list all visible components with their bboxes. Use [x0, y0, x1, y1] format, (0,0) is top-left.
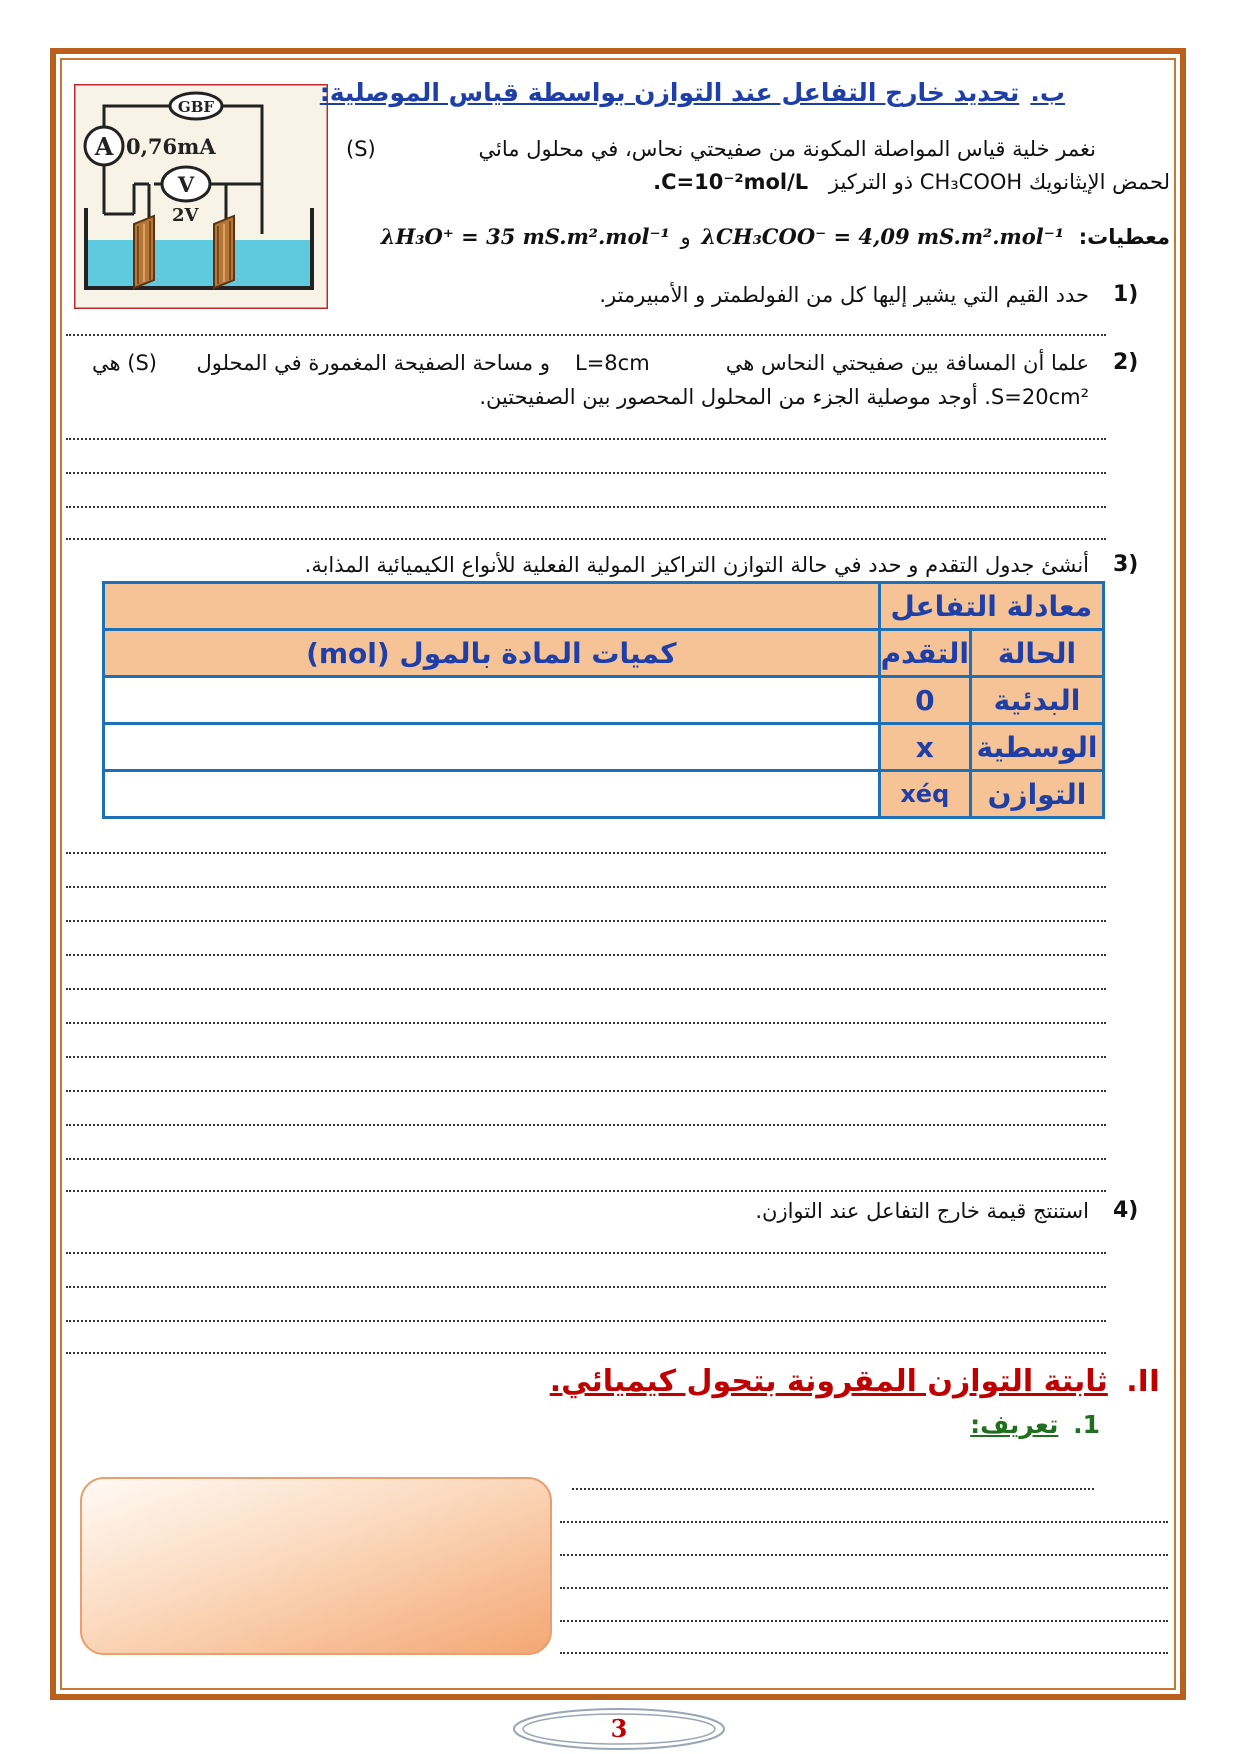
quantities-initial[interactable]	[104, 677, 880, 724]
advance-header: التقدم	[879, 630, 970, 677]
page-number-badge	[508, 1704, 730, 1754]
answer-line	[66, 1090, 1106, 1092]
q2-number: 2)	[1113, 350, 1139, 375]
state-intermediate: الوسطية	[971, 724, 1104, 771]
q2-distance: L=8cm	[575, 351, 650, 375]
and-word: و	[680, 225, 691, 249]
q3-text: أنشئ جدول التقدم و حدد في حالة التوازن التراكيز المولية الفعلية للأنواع الكيميائية المذابة.	[304, 553, 1089, 577]
answer-line	[66, 538, 1106, 540]
answer-line	[560, 1521, 1168, 1523]
conductivity-cell-figure	[74, 84, 328, 309]
solution	[86, 240, 312, 288]
answer-line	[66, 1124, 1106, 1126]
answer-line	[66, 1252, 1106, 1254]
lambda-h3o: λH₃O⁺ = 35 mS.m².mol⁻¹	[380, 224, 670, 249]
definition-box[interactable]	[80, 1477, 552, 1655]
definition-label: تعريف:	[970, 1410, 1059, 1439]
copper-plate-left	[134, 216, 154, 288]
quantities-header: كميات المادة بالمول (mol)	[104, 630, 880, 677]
section-b-letter: ب.	[1030, 78, 1065, 107]
svg-text:GBF: GBF	[177, 98, 215, 116]
section-II-numeral: II.	[1126, 1364, 1160, 1399]
equation-label: معادلة التفاعل	[879, 583, 1103, 630]
state-initial: البدئية	[971, 677, 1104, 724]
state-header: الحالة	[971, 630, 1104, 677]
answer-line	[572, 1488, 1094, 1490]
advance-initial: 0	[879, 677, 970, 724]
svg-text:2V: 2V	[172, 205, 199, 226]
answer-line	[66, 506, 1106, 508]
intro-solution-label: (S)	[346, 137, 376, 161]
quantities-intermediate[interactable]	[104, 724, 880, 771]
lambda-ch3coo: λCH₃COO⁻ = 4,09 mS.m².mol⁻¹	[701, 224, 1065, 249]
advance-equilibrium: xéq	[879, 771, 970, 818]
definition-heading	[970, 1410, 1100, 1439]
answer-line	[66, 886, 1106, 888]
answer-line	[66, 1320, 1106, 1322]
answer-line	[66, 1022, 1106, 1024]
quantities-equilibrium[interactable]	[104, 771, 880, 818]
q2-solution: (S) هي	[92, 351, 157, 375]
q4-text: استنتج قيمة خارج التفاعل عند التوازن.	[755, 1199, 1089, 1223]
page-number: 3	[610, 1714, 628, 1743]
answer-line	[560, 1652, 1168, 1654]
q1-number: 1)	[1113, 282, 1139, 307]
section-II-heading	[550, 1364, 1160, 1399]
answer-line	[66, 1190, 1106, 1192]
q1-text: حدد القيم التي يشير إليها كل من الفولطمتر و الأمبيرمتر.	[599, 283, 1089, 307]
answer-line	[66, 472, 1106, 474]
answer-line	[66, 920, 1106, 922]
concentration: C=10⁻²mol/L.	[653, 170, 809, 194]
answer-line	[66, 438, 1106, 440]
section-b-title: تحديد خارج التفاعل عند التوازن بواسطة قياس الموصلية:	[319, 78, 1020, 107]
svg-text:A: A	[94, 132, 114, 161]
section-II-title: ثابتة التوازن المقرونة بتحول كيميائي.	[549, 1364, 1108, 1399]
section-b-heading	[320, 78, 1065, 107]
answer-line	[66, 1056, 1106, 1058]
given-data	[381, 222, 1170, 252]
advancement-table	[102, 581, 1105, 819]
answer-line	[560, 1587, 1168, 1589]
answer-line	[560, 1620, 1168, 1622]
q2-line-2: S=20cm². أوجد موصلية الجزء من المحلول المحصور بين الصفيحتين.	[479, 385, 1089, 409]
answer-line	[66, 1352, 1106, 1354]
answer-line	[560, 1554, 1168, 1556]
equation-cell[interactable]	[104, 583, 880, 630]
answer-line	[66, 1158, 1106, 1160]
answer-line	[66, 852, 1106, 854]
copper-plate-right	[214, 216, 234, 288]
given-label: معطيات:	[1078, 225, 1170, 249]
q2-line-1: علما أن المسافة بين صفيحتي النحاس هي	[725, 351, 1089, 375]
answer-line	[66, 1286, 1106, 1288]
answer-line	[66, 334, 1106, 336]
definition-number: 1.	[1073, 1410, 1100, 1439]
svg-text:V: V	[177, 172, 195, 197]
intro-line-1: نغمر خلية قياس المواصلة المكونة من صفيحتي نحاس، في محلول مائي	[478, 137, 1096, 161]
answer-line	[66, 988, 1106, 990]
q2-line-1b: و مساحة الصفيحة المغمورة في المحلول	[196, 351, 550, 375]
svg-text:0,76mA: 0,76mA	[126, 134, 216, 159]
intro-line-2	[653, 167, 1170, 197]
advance-intermediate: x	[879, 724, 970, 771]
q3-number: 3)	[1113, 552, 1139, 577]
answer-line	[66, 954, 1106, 956]
q4-number: 4)	[1113, 1198, 1139, 1223]
acid-text: لحمض الإيثانويك CH₃COOH ذو التركيز	[828, 170, 1170, 194]
state-equilibrium: التوازن	[971, 771, 1104, 818]
